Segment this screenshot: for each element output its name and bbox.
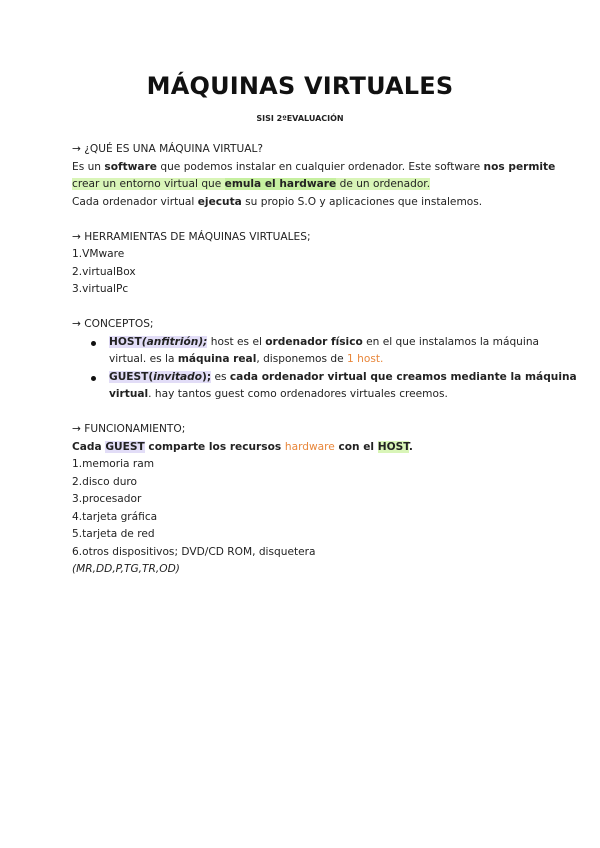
text: comparte los recursos <box>144 440 285 453</box>
list-item: 2.virtualBox <box>72 265 136 278</box>
bold-italic-text: invitado <box>153 370 203 383</box>
list-item: 3.procesador <box>72 493 142 505</box>
list-item: 4.tarjeta gráfica <box>72 510 158 523</box>
bold-text: HOST <box>109 335 142 348</box>
text: . hay tantos guest como ordenadores virtuales creemos. <box>148 388 448 400</box>
bold-text: ejecuta <box>197 195 242 208</box>
text: en el que instalamos la máquina <box>362 335 540 348</box>
list-item: 6.otros dispositivos; DVD/CD ROM, disquetera <box>72 545 316 558</box>
text: Cada ordenador virtual <box>72 195 198 208</box>
bold-text: máquina real <box>177 353 257 365</box>
section-heading-tools: → HERRAMIENTAS DE MÁQUINAS VIRTUALES; <box>72 230 311 243</box>
list-item: 3.virtualPc <box>72 283 129 295</box>
highlighted-text <box>109 371 211 383</box>
paragraph-line <box>72 159 556 177</box>
concepts-list <box>72 334 577 404</box>
bold-text: GUEST( <box>109 370 154 383</box>
list-item: 1.memoria ram <box>72 458 155 470</box>
section-heading-what-is: → ¿QUÉ ES UNA MÁQUINA VIRTUAL? <box>72 143 264 155</box>
bold-text: software <box>104 160 157 173</box>
bullet-host <box>72 334 540 369</box>
bullet-guest <box>72 369 577 404</box>
list-item: 2.disco duro <box>72 475 138 488</box>
page-subtitle: SISI 2ºEVALUACIÓN <box>256 114 344 123</box>
highlighted-text: HOST <box>377 440 409 453</box>
document-body <box>72 141 577 579</box>
orange-text: 1 host. <box>347 353 384 365</box>
text: Es un <box>72 160 105 173</box>
paragraph-line <box>72 176 532 194</box>
list-item: 5.tarjeta de red <box>72 528 155 540</box>
bold-text: cada ordenador virtual que creamos mediante la máquina <box>229 370 577 383</box>
bold-text: emula el hardware <box>224 178 337 190</box>
highlighted-text <box>109 336 207 348</box>
bold-text: nos permite <box>483 160 556 173</box>
text: con el <box>334 440 378 453</box>
paragraph-line <box>72 439 532 457</box>
highlighted-text: GUEST <box>105 440 145 453</box>
list-item: 1.VMware <box>72 248 125 260</box>
section-heading-operation: → FUNCIONAMIENTO; <box>72 423 186 435</box>
abbreviation-line: (MR,DD,P,TG,TR,OD) <box>72 563 180 575</box>
page-title: MÁQUINAS VIRTUALES <box>146 72 454 100</box>
text: de un ordenador. <box>336 178 431 190</box>
highlighted-text <box>72 178 430 190</box>
text: es <box>211 370 230 383</box>
section-heading-concepts: → CONCEPTOS; <box>72 318 154 330</box>
bold-text: ordenador físico <box>265 335 363 348</box>
text: host es el <box>207 335 266 348</box>
text: crear un entorno virtual que <box>72 178 225 190</box>
bold-italic-text: (anfitrión); <box>141 335 208 348</box>
paragraph-line <box>72 194 532 212</box>
text: su propio S.O y aplicaciones que instalemos. <box>241 195 483 208</box>
text: Cada <box>72 440 106 453</box>
bold-text: ); <box>202 370 212 383</box>
text: virtual. es la <box>109 353 178 365</box>
text: que podemos instalar en cualquier ordenador. Este software <box>157 160 484 173</box>
text: . <box>408 440 413 453</box>
orange-text: hardware <box>284 440 335 453</box>
text: , disponemos de <box>256 353 348 365</box>
bold-text: virtual <box>109 388 149 400</box>
